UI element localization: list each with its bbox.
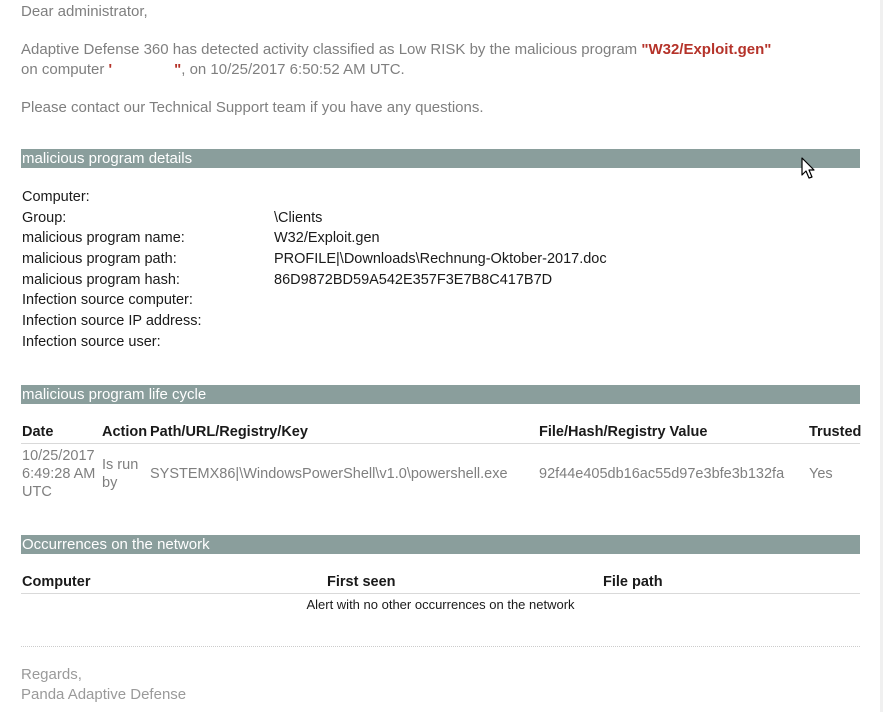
detail-label: malicious program hash: <box>22 272 180 288</box>
computer-quote-close: " <box>174 61 182 78</box>
alert-line-1-text: Adaptive Defense 360 has detected activity classified as Low RISK by the malicious program <box>21 41 642 58</box>
header-divider <box>21 443 860 444</box>
section-header-network: Occurrences on the network <box>21 535 860 554</box>
regards-text: Regards, <box>21 666 82 683</box>
alert-line-1 <box>21 41 771 58</box>
program-name-highlight: "W32/Exploit.gen" <box>641 41 772 58</box>
cell-date-line: 10/25/2017 <box>22 448 95 464</box>
cell-trusted: Yes <box>809 466 833 482</box>
column-header-hash: File/Hash/Registry Value <box>539 424 708 440</box>
cell-action <box>102 456 138 492</box>
detail-label: Group: <box>22 210 67 226</box>
column-header-file-path: File path <box>603 574 663 590</box>
detail-label: Infection source user: <box>22 334 161 350</box>
detail-value: \Clients <box>274 210 323 226</box>
detail-value: 86D9872BD59A542E357F3E7B8C417B7D <box>274 272 553 288</box>
detail-value: W32/Exploit.gen <box>274 230 380 246</box>
column-header-computer: Computer <box>22 574 91 590</box>
alert-line-2-prefix: on computer <box>21 61 109 78</box>
section-header-lifecycle: malicious program life cycle <box>21 385 860 404</box>
column-header-path: Path/URL/Registry/Key <box>150 424 308 440</box>
footer-divider <box>21 646 860 647</box>
cell-action-line: by <box>102 475 118 491</box>
header-divider <box>21 593 860 594</box>
cell-action-line: Is run <box>102 457 139 473</box>
alert-line-2 <box>21 61 405 78</box>
contact-support-text: Please contact our Technical Support team if you have any questions. <box>21 99 484 116</box>
signature-text: Panda Adaptive Defense <box>21 686 187 703</box>
alert-line-2-suffix: , on 10/25/2017 6:50:52 AM UTC. <box>181 61 405 78</box>
detail-label: Infection source computer: <box>22 292 193 308</box>
computer-quote-open: ' <box>108 61 113 78</box>
cell-date-line: 6:49:28 AM <box>22 466 96 482</box>
detail-label: Computer: <box>22 189 90 205</box>
cell-date <box>22 447 95 501</box>
column-header-trusted: Trusted <box>809 424 862 440</box>
column-header-action: Action <box>102 424 148 440</box>
cell-path: SYSTEMX86|\WindowsPowerShell\v1.0\powershell.exe <box>150 466 508 482</box>
cell-hash: 92f44e405db16ac55d97e3bfe3b132fa <box>539 466 785 482</box>
detail-label: malicious program name: <box>22 230 185 246</box>
column-header-date: Date <box>22 424 54 440</box>
arrow-cursor-icon <box>801 157 817 186</box>
no-occurrences-message: Alert with no other occurrences on the network <box>306 597 575 612</box>
detail-value: PROFILE|\Downloads\Rechnung-Oktober-2017.doc <box>274 251 607 267</box>
cell-date-line: UTC <box>22 484 52 500</box>
section-header-details: malicious program details <box>21 149 860 168</box>
column-header-first-seen: First seen <box>327 574 396 590</box>
detail-label: Infection source IP address: <box>22 313 202 329</box>
greeting: Dear administrator, <box>21 3 148 20</box>
detail-label: malicious program path: <box>22 251 177 267</box>
